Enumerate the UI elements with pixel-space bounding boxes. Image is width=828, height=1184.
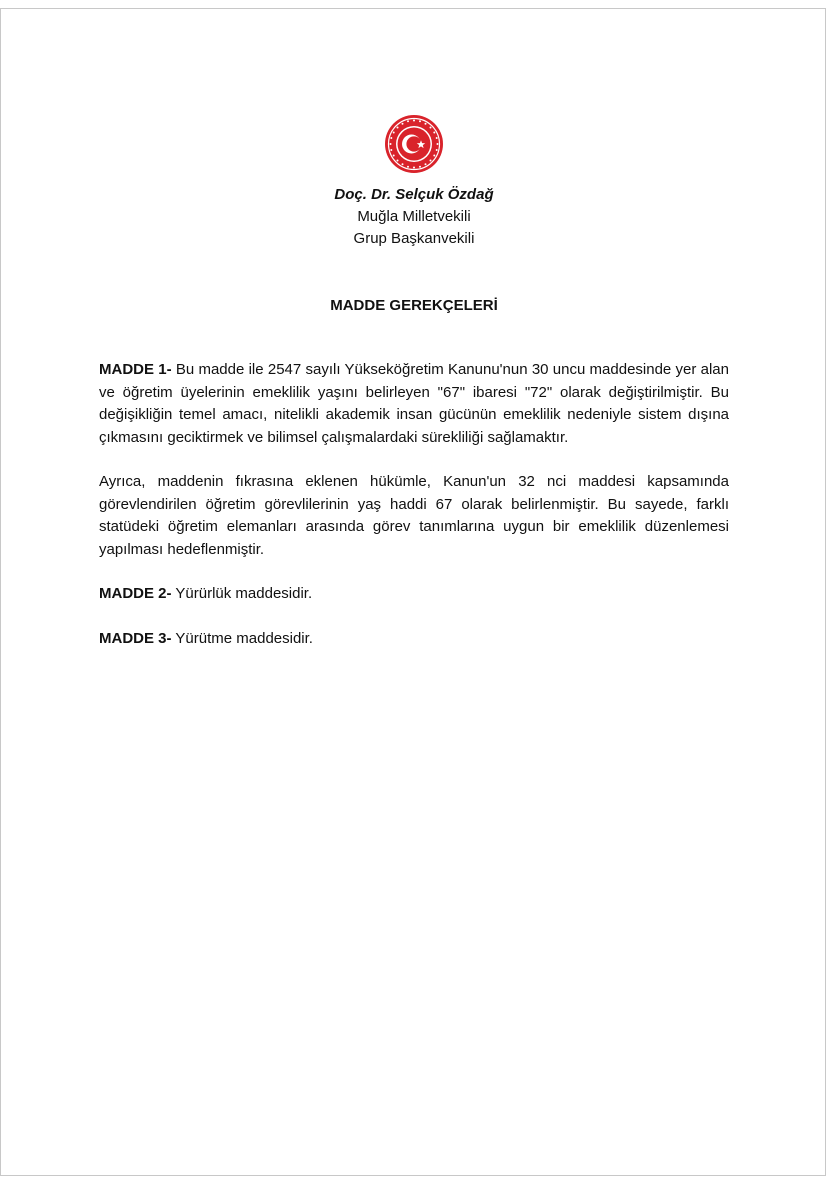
author-constituency: Muğla Milletvekili xyxy=(357,208,471,225)
article-3-text: Yürütme maddesidir. xyxy=(171,629,313,647)
article-2-text: Yürürlük maddesidir. xyxy=(171,585,313,602)
section-title: MADDE GEREKÇELERİ xyxy=(330,297,498,314)
document-body xyxy=(99,359,729,672)
article-2-paragraph xyxy=(99,583,729,606)
document-header xyxy=(0,184,828,250)
article-1-paragraph xyxy=(99,359,729,449)
article-2-label: MADDE 2- xyxy=(99,585,172,602)
article-3-label: MADDE 3- xyxy=(99,629,172,647)
article-1-text: Bu madde ile 2547 sayılı Yükseköğretim Kanunu'nun 30 uncu maddesinde yer alan ve öğretim üyelerinin emeklilik yaşını belirleyen "67" ibaresi "72" olarak değiştirilmiştir. Bu değişikliğin temel amacı, nitelikli akademik insan gücünün emeklilik nedeniyle sistem dışına çıkmasını geciktirmek ve bilimsel çalışmalardaki sürekliliği sağlamaktır. xyxy=(99,361,729,446)
author-role: Grup Başkanvekili xyxy=(353,230,475,247)
article-1-continuation-paragraph xyxy=(99,471,729,561)
author-name: Doç. Dr. Selçuk Özdağ xyxy=(334,186,494,203)
article-1-label: MADDE 1- xyxy=(99,361,172,378)
article-3-paragraph xyxy=(99,628,729,651)
article-1-continuation-text: Ayrıca, maddenin fıkrasına eklenen hükümle, Kanun'un 32 nci maddesi kapsamında görevlendirilen öğretim görevlilerinin yaş haddi 67 olarak belirlenmiştir. Bu sayede, farklı statüdeki öğretim elemanları arasında görev tanımlarına uygun bir emeklilik düzenlemesi yapılması hedeflenmiştir. xyxy=(99,473,729,558)
tbmm-emblem-icon xyxy=(384,114,444,174)
